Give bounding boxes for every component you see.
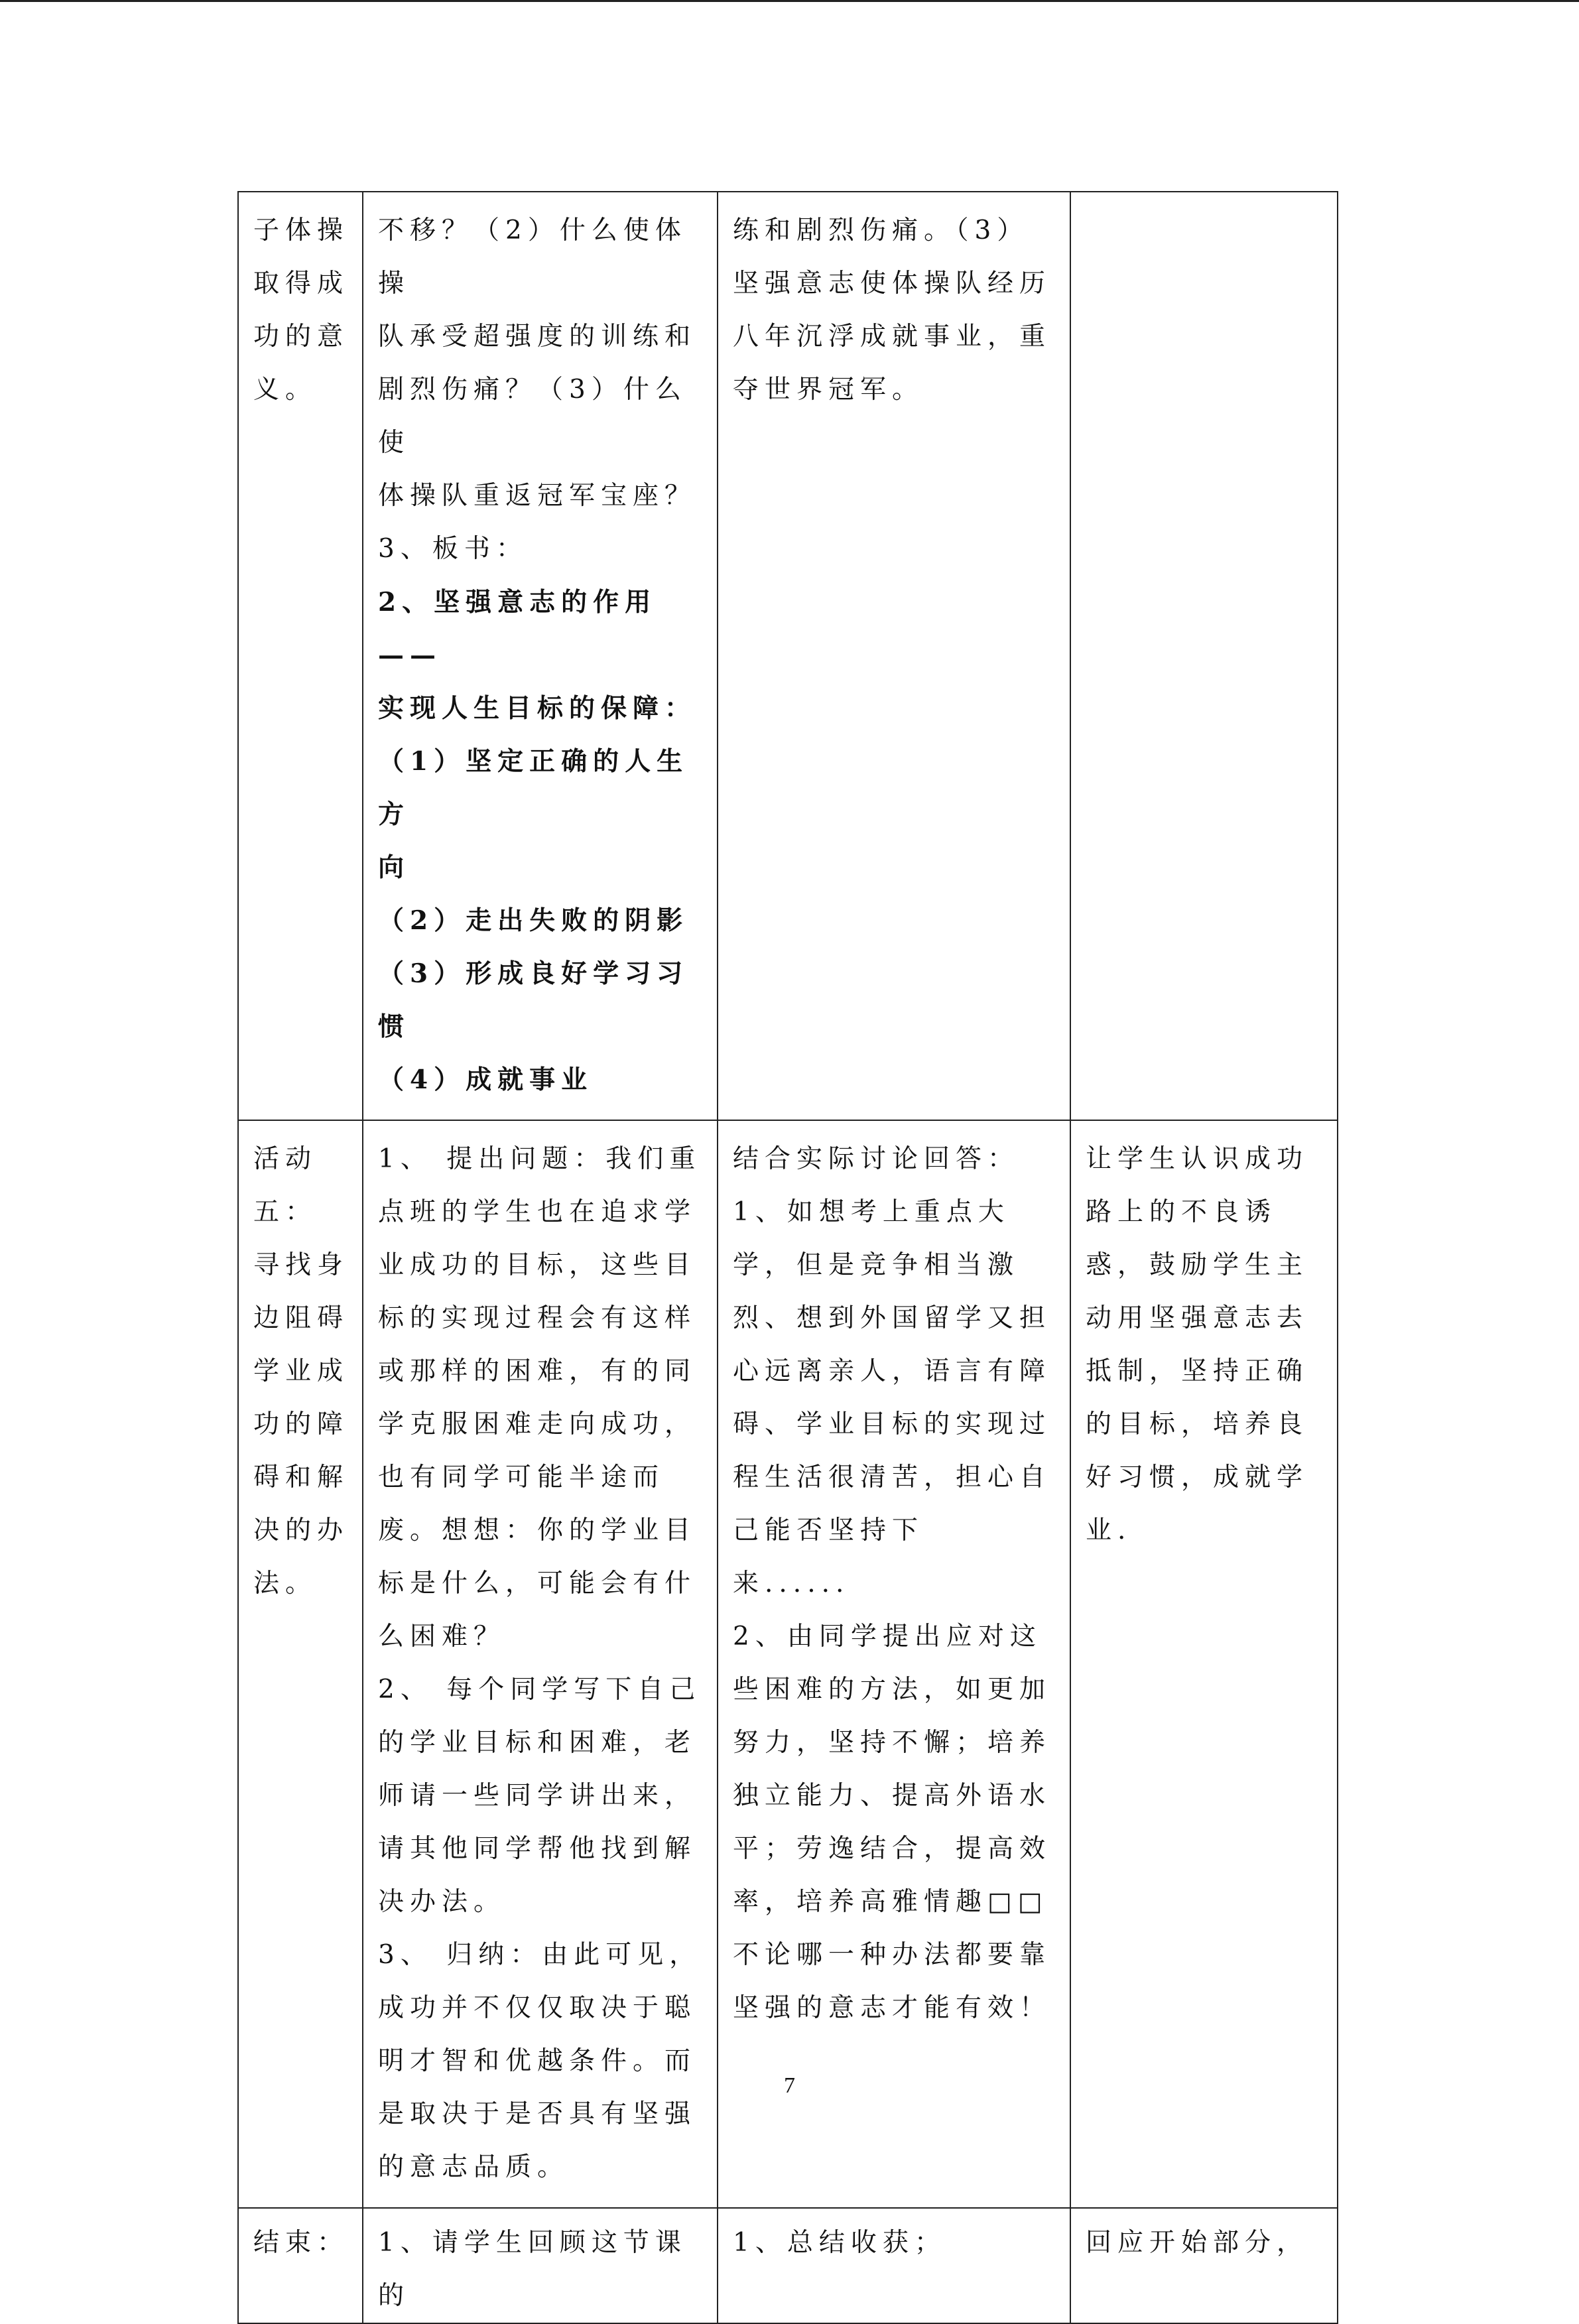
cell-text-line: 坚强意志使体操队经历	[733, 269, 1052, 298]
cell-text-line: 些困难的方法，如更加	[733, 1675, 1052, 1705]
cell-text-line: 1、请学生回顾这节课的	[378, 2228, 687, 2311]
cell-text-line: 烈、想到外国留学又担	[733, 1303, 1052, 1333]
student-activity-cell	[718, 192, 1070, 1120]
cell-text-line: 碍、学业目标的实现过	[733, 1409, 1052, 1439]
cell-text-line: 2、 每个同学写下自己	[378, 1675, 702, 1705]
cell-text-line: （2）走出失败的阴影	[378, 905, 689, 936]
cell-text-line: 不移？（2）什么使体操	[378, 216, 687, 298]
cell-text-line: 法。	[253, 1569, 318, 1598]
page-number: 7	[784, 2073, 795, 2098]
cell-text-line: 功的障	[253, 1409, 349, 1439]
cell-text-line: 好习惯，成就学	[1086, 1462, 1309, 1492]
cell-text-line: 或那样的困难，有的同	[378, 1356, 697, 1386]
cell-text-line: （3）形成良好学习习惯	[378, 958, 689, 1042]
cell-text-line: 寻找身	[253, 1250, 349, 1280]
cell-text-line: 让学生认识成功	[1086, 1144, 1309, 1174]
cell-text-line: 程生活很清苦，担心自	[733, 1462, 1052, 1492]
student-activity-cell	[718, 2208, 1070, 2323]
cell-text-line: 标的实现过程会有这样	[378, 1303, 697, 1333]
cell-text-line: 的意志品质。	[378, 2152, 570, 2182]
cell-text-line: 废。想想：你的学业目	[378, 1516, 697, 1545]
cell-text-line: 碍和解	[253, 1462, 349, 1492]
cell-text-line: 业成功的目标，这些目	[378, 1250, 697, 1280]
cell-text-line: 点班的学生也在追求学	[378, 1197, 697, 1227]
cell-text-line: 业.	[1086, 1516, 1132, 1545]
cell-text-line: 来......	[733, 1569, 850, 1598]
cell-text-line: 夺世界冠军。	[733, 375, 924, 405]
cell-text-line: 努力，坚持不懈；培养	[733, 1728, 1052, 1758]
cell-text-line: 的学业目标和困难，老	[378, 1728, 697, 1758]
activity-cell	[238, 192, 363, 1120]
teacher-activity-cell	[363, 192, 718, 1120]
cell-text-line: 2、坚强意志的作用——	[378, 587, 657, 671]
cell-text-line: 活动	[253, 1144, 318, 1174]
cell-text-line: 率，培养高雅情趣□□	[733, 1887, 1048, 1917]
cell-text-line: 八年沉浮成就事业，重	[733, 322, 1052, 352]
cell-text-line: 子体操	[253, 216, 349, 245]
teacher-activity-cell	[363, 1120, 718, 2208]
cell-text-line: 么困难？	[378, 1622, 506, 1651]
cell-text-line: 1、总结收获；	[733, 2228, 946, 2258]
cell-text-line: 己能否坚持下	[733, 1516, 924, 1545]
cell-text-line: 3、 归纳：由此可见，	[378, 1940, 702, 1970]
cell-text-line: 不论哪一种办法都要靠	[733, 1940, 1052, 1970]
cell-text-line: 请其他同学帮他找到解	[378, 1834, 697, 1864]
cell-text-line: 动用坚强意志去	[1086, 1303, 1309, 1333]
design-intent-cell	[1070, 2208, 1338, 2323]
cell-text-line: 标是什么，可能会有什	[378, 1569, 697, 1598]
design-intent-cell	[1070, 192, 1338, 1120]
design-intent-cell	[1070, 1120, 1338, 2208]
cell-text-line: 成功并不仅仅取决于聪	[378, 1993, 697, 2023]
cell-text-line: 平；劳逸结合，提高效	[733, 1834, 1052, 1864]
cell-text-line: 也有同学可能半途而	[378, 1462, 665, 1492]
cell-text-line: 功的意	[253, 322, 349, 352]
cell-text-line: 体操队重返冠军宝座？	[378, 481, 697, 511]
cell-text-line: 惑，鼓励学生主	[1086, 1250, 1309, 1280]
cell-text-line: （4）成就事业	[378, 1065, 594, 1095]
cell-text-line: 坚强的意志才能有效！	[733, 1993, 1052, 2023]
page-top-border	[0, 0, 1579, 2]
cell-text-line: 剧烈伤痛？（3）什么使	[378, 375, 687, 458]
cell-text-line: 2、由同学提出应对这	[733, 1622, 1042, 1651]
cell-text-line: 心远离亲人，语言有障	[733, 1356, 1052, 1386]
table-row	[238, 1120, 1338, 2208]
cell-text-line: 学克服困难走向成功，	[378, 1409, 697, 1439]
cell-text-line: 师请一些同学讲出来，	[378, 1781, 697, 1811]
cell-text-line: 实现人生目标的保障：	[378, 693, 697, 724]
cell-text-line: 义。	[253, 375, 318, 405]
student-activity-cell	[718, 1120, 1070, 2208]
cell-text-line: 边阻碍	[253, 1303, 349, 1333]
cell-text-line: 结合实际讨论回答：	[733, 1144, 1020, 1174]
table-row	[238, 2208, 1338, 2323]
cell-text-line: 学，但是竞争相当激	[733, 1250, 1020, 1280]
cell-text-line: 抵制，坚持正确	[1086, 1356, 1309, 1386]
cell-text-line: 回应开始部分，	[1086, 2228, 1309, 2258]
cell-text-line: 明才智和优越条件。而	[378, 2046, 697, 2076]
cell-text-line: 决的办	[253, 1516, 349, 1545]
cell-text-line: 独立能力、提高外语水	[733, 1781, 1052, 1811]
cell-text-line: 路上的不良诱	[1086, 1197, 1277, 1227]
cell-text-line: 是取决于是否具有坚强	[378, 2099, 697, 2129]
cell-text-line: 决办法。	[378, 1887, 506, 1917]
cell-text-line: 五：	[253, 1197, 318, 1227]
cell-text-line: （1）坚定正确的人生方	[378, 746, 689, 830]
activity-cell	[238, 2208, 363, 2323]
cell-text-line: 3、板书：	[378, 534, 528, 564]
cell-text-line: 1、如想考上重点大	[733, 1197, 1010, 1227]
cell-text-line: 的目标，培养良	[1086, 1409, 1309, 1439]
cell-text-line: 取得成	[253, 269, 349, 298]
activity-cell	[238, 1120, 363, 2208]
cell-text-line: 练和剧烈伤痛。（3）	[733, 216, 1029, 245]
table-row	[238, 192, 1338, 1120]
lesson-plan-table	[237, 191, 1338, 2324]
teacher-activity-cell	[363, 2208, 718, 2323]
cell-text-line: 结束：	[253, 2228, 349, 2258]
cell-text-line: 1、 提出问题：我们重	[378, 1144, 702, 1174]
cell-text-line: 向	[378, 852, 411, 883]
cell-text-line: 学业成	[253, 1356, 349, 1386]
cell-text-line: 队承受超强度的训练和	[378, 322, 697, 352]
